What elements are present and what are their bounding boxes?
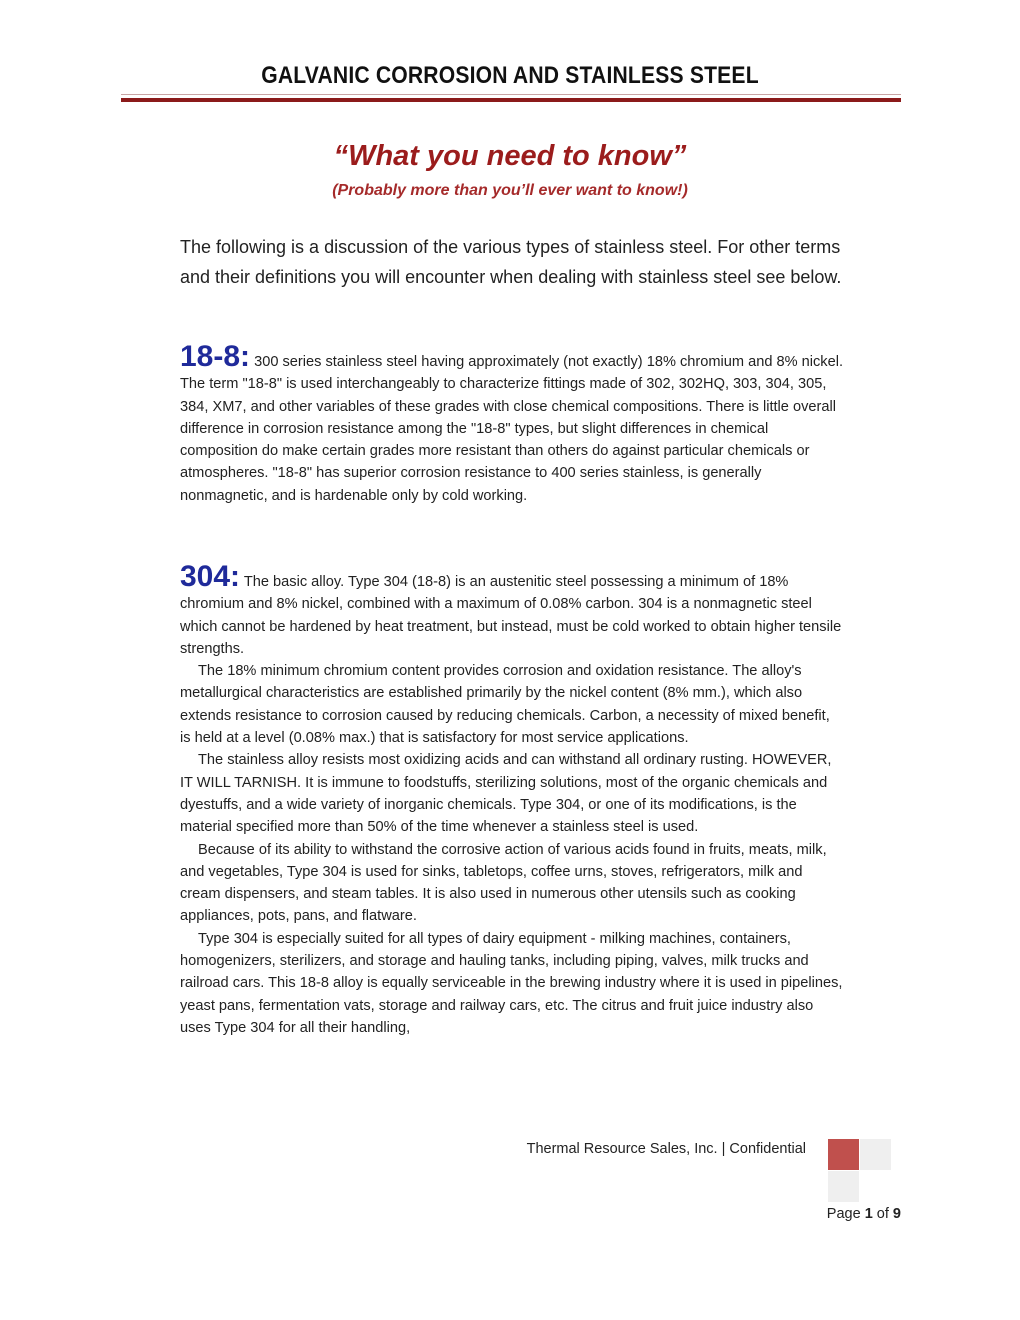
- footer-gray-square: [860, 1139, 891, 1170]
- page-current: 1: [864, 1206, 873, 1222]
- section-paragraph: Type 304 is especially suited for all types of dairy equipment - milking machines, containers, homogenizers, sterilizers, and storage and hauling tanks, including piping, valves, milk trucks and railroad cars. This 18-8 alloy is equally serviceable in the brewing industry where it is used in pipelines, yeast pans, fermentation vats, storage and railway cars, etc. The citrus and fruit juice industry also uses Type 304 for all their handling,: [180, 930, 843, 1036]
- document-title: “What you need to know”: [333, 140, 687, 172]
- section-18-8: [180, 342, 844, 507]
- section-heading: 18-8:: [180, 340, 251, 373]
- section-text: 300 series stainless steel having approximately (not exactly) 18% chromium and 8% nickel. The term "18-8" is used interchangeably to characterize fittings made of 302, 302HQ, 303, 304, 305, 384, XM7, and other variables of these grades with close chemical compositions. There is little overall difference in corrosion resistance among the "18-8" types, but slight differences in chemical composition do make certain grades more resistant than others do against particular chemicals or atmospheres. "18-8" has superior corrosion resistance to 400 series stainless, is generally nonmagnetic, and is hardenable only by cold working.: [180, 354, 844, 504]
- header-rule-thick: [121, 98, 901, 102]
- footer-accent-square: [828, 1139, 859, 1170]
- footer-company: Thermal Resource Sales, Inc. | Confidential: [526, 1141, 806, 1157]
- document-subtitle: (Probably more than you’ll ever want to know!): [332, 182, 688, 199]
- section-paragraph: [180, 562, 844, 660]
- section-heading: 304:: [180, 560, 241, 593]
- footer-gray-square: [828, 1171, 859, 1202]
- page-of: of: [876, 1206, 889, 1222]
- page-label: Page: [826, 1206, 861, 1222]
- page-number: [700, 1206, 901, 1222]
- section-paragraph: The stainless alloy resists most oxidizing acids and can withstand all ordinary rusting. HOWEVER, IT WILL TARNISH. It is immune to foodstuffs, sterilizing solutions, most of the organic chemicals and dyestuffs, and a wide variety of inorganic chemicals. Type 304, or one of its modifications, is the material specified more than 50% of the time whenever a stainless steel is used.: [180, 752, 832, 836]
- section-304: [180, 562, 844, 1039]
- document-header-title: GALVANIC CORROSION AND STAINLESS STEEL: [261, 62, 759, 89]
- section-paragraph: The 18% minimum chromium content provides corrosion and oxidation resistance. The alloy's metallurgical characteristics are established primarily by the nickel content (8% mm.), which also extends resistance to corrosion caused by reducing chemicals. Carbon, a necessity of mixed benefit, is held at a level (0.08% max.) that is satisfactory for most service applications.: [180, 663, 830, 747]
- section-paragraph: [180, 342, 844, 507]
- intro-paragraph: The following is a discussion of the various types of stainless steel. For other terms and their definitions you will encounter when dealing with stainless steel see below.: [180, 237, 842, 287]
- page-total: 9: [892, 1206, 901, 1222]
- section-paragraph: Because of its ability to withstand the corrosive action of various acids found in fruits, meats, milk, and vegetables, Type 304 is used for sinks, tabletops, coffee urns, stoves, refrigerators, milk and cream dispensers, and steam tables. It is also used in numerous other utensils such as cooking appliances, pots, pans, and flatware.: [180, 841, 827, 925]
- section-text: The basic alloy. Type 304 (18-8) is an austenitic steel possessing a minimum of 18% chromium and 8% nickel, combined with a maximum of 0.08% carbon. 304 is a nonmagnetic steel which cannot be hardened by heat treatment, but instead, must be cold worked to obtain higher tensile strengths.: [180, 574, 842, 657]
- header-rule-thin: [121, 94, 901, 95]
